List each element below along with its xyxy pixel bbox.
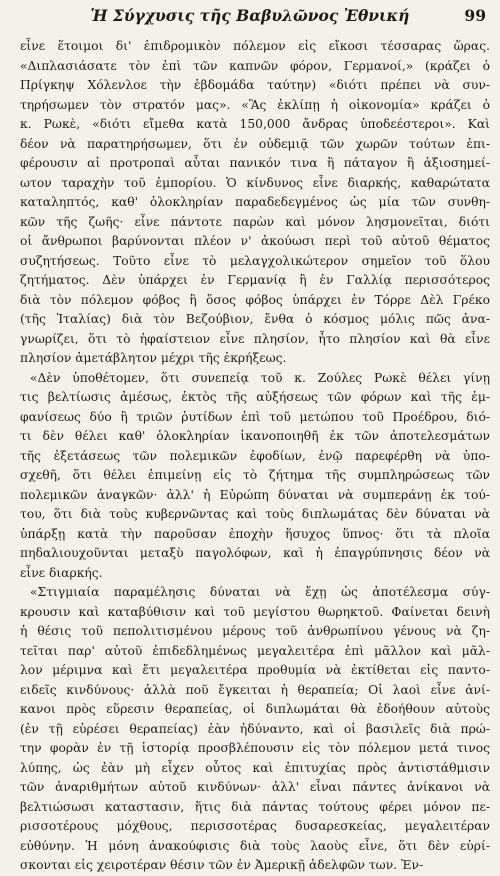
text-line: βελτιώσωσι καταστασιν, ἥτις διὰ πάντας τούτους φέρει μόνον πε- xyxy=(20,799,490,814)
text-line: καταληπτός, καθ' ὁλοκληρίαν παραδεδεγμένος ὡς μία τῶν συνθη- xyxy=(20,195,490,209)
text-line: ἡ θέσις τοῦ πεπολιτισμένου μέρους τοῦ ἀνθρωπίνου γένους νὰ ζη- xyxy=(20,624,490,638)
paragraph xyxy=(20,583,490,876)
text-line: εἶνε διαρκής. xyxy=(20,565,103,580)
running-title: Ἡ Σύγχυσις τῆς Βαβυλῶνος Ἐθνική xyxy=(90,6,410,25)
text-line: τῶν ἀναριθμήτων αὐτοῦ κινδύνων· ἀλλ' εἶναι πάντες ἀνίκανοι νὰ xyxy=(20,780,490,794)
text-line: τῆς ἐξετάσεως τῶν πολεμικῶν ἐφοδίων, ἐνῷ παρεφέρθη νὰ ὑπο- xyxy=(20,448,490,463)
text-line: «Στιγμιαία παραμέλησις δύναται νὰ ἔχῃ ὡς ἀποτέλεσμα σύγ- xyxy=(30,585,490,599)
text-line: εὐθύνην. Ἡ μόνη ἀνακούφισις διὰ τοὺς λαοὺς εἶνε, ὅτι δὲν εὑρί- xyxy=(20,838,490,853)
paragraph xyxy=(20,37,490,369)
text-line: συζητήσεως. Τοῦτο εἶνε τὸ μελαγχολικώτερον σημεῖον τοῦ ὅλου xyxy=(20,253,490,268)
text-line: φέρουσιν αἱ προτροπαὶ αὗται πανικόν τινα ἢ πάταγον ἢ ἀξιοσημεί- xyxy=(20,156,490,170)
text-line: πολεμικῶν ἀναγκῶν· ἀλλ' ἡ Εὐρώπη δύναται νὰ συμπεράνῃ ἐκ τού- xyxy=(20,487,490,502)
text-line: διὰ τὸν πόλεμον φόβος ἢ ὅσος φόβος ὑπάρχει ἐν Τόρρε Δὲλ Γρέκο xyxy=(20,292,490,307)
text-line: σχεθῆ, ὅτι θέλει ἐπιμείνῃ εἰς τὸ ζήτημα τῆς συμπληρώσεως τῶν xyxy=(20,468,490,482)
text-line: εἶνε ἕτοιμοι δι' ἐπιδρομικὸν πόλεμον εἰς εἴκοσι τέσσαρας ὥρας. xyxy=(20,39,490,53)
text-line: κρουσιν καὶ καταβύθισιν καὶ τοῦ μεγίστου θωρηκτοῦ. Φαίνεται δεινὴ xyxy=(20,604,490,619)
text-line: ὑπάρξῃ κατὰ τὴν παροῦσαν ἐποχὴν ἥσυχος ὕπνος· ὅτι τὰ πλοῖα xyxy=(20,526,490,541)
text-line: Πρίγκηψ Χόλενλοε τὴν ἑβδομάδα ταύτην) «διότι πρέπει νὰ συν- xyxy=(20,78,490,92)
text-line: τηρήσωμεν τὸν στρατόν μας». «Ἂς ἐκλίπῃ ἡ οἰκονομία» κράζει ὁ xyxy=(20,97,490,112)
text-line: (ἐν τῇ εὑρέσει θεραπείας) ἐὰν ἠδύναντο, καὶ οἱ βασιλεῖς διὰ πρώ- xyxy=(20,721,490,736)
text-line: ωτον ταραχὴν τοῦ ἐμπορίου. Ὁ κίνδυνος εἶνε διαρκής, καθαρώτατα xyxy=(20,175,490,190)
text-line: του, ὅτι διὰ τοὺς κυβερνῶντας καὶ τοὺς διπλωμάτας δὲν δύναται νὰ xyxy=(20,507,490,521)
text-line: ειδεῖς κινδύνους· ἀλλὰ ποῦ ἔγκειται ἡ θεραπεία; Οἱ λαοὶ εἶνε ἀνί- xyxy=(20,682,490,697)
text-line: (τῆς Ἰταλίας) διὰ τὸν Βεζούβιον, ἔνθα ὁ κόσμος μόλις πῶς ἀνα- xyxy=(20,312,490,326)
text-line: τεῖται παρ' αὐτοῦ ἐπιδεδλημένως μεγαλειτέρα ἐπὶ μᾶλλον καὶ μᾶλ- xyxy=(20,643,490,658)
text-line: πηδαλιουχοῦνται μεταξὺ παγολόφων, καὶ ἡ ἐπαγρύπνησις δέον νὰ xyxy=(20,546,490,560)
paragraph xyxy=(20,369,490,584)
page-header xyxy=(0,6,500,26)
text-line: κανοι πρὸς εὕρεσιν θεραπείας, οἱ διπλωμάται θὰ ἐδοήθουν αὐτοὺς xyxy=(20,702,490,716)
text-line: φανίσεως δύο ἢ τριῶν ῥυτίδων ἐπὶ τοῦ μετώπου τοῦ Προέδρου, διό- xyxy=(20,409,490,424)
text-line: την φορὰν ἐν τῇ ἱστορίᾳ προσβλέπουσιν εἰς τὸν πόλεμον μετά τινος xyxy=(20,741,490,755)
text-line: «Δὲν ὑποθέτομεν, ὅτι συνεπείᾳ τοῦ κ. Ζούλες Ρωκὲ θέλει γίνῃ xyxy=(30,370,490,385)
text-line: λύπης, ὡς ἐὰν μὴ εἶχεν οὗτος καὶ ἐπιτυχίας πρὸς ἀντιστάθμισιν xyxy=(20,760,490,775)
text-line: «Διπλασιάσατε τὸν ἐπὶ τῶν καπνῶν φόρον, Γερμανοί,» (κράζει ὁ xyxy=(20,58,490,73)
text-line: τις βελτίωσις ἀμέσως, ἐκτὸς τῆς αὐξήσεως τῶν φόρων καὶ τῆς ἐμ- xyxy=(20,390,490,404)
text-line: κ. Ρωκὲ, «διότι εἴμεθα κατὰ 150,000 ἄνδρας ὑποδεέστεροι». Καὶ xyxy=(20,117,490,131)
text-line: ρισσοτέρους μόχθους, περισσοτέρας δυσαρεσκείας, μεγαλειτέραν xyxy=(20,819,490,833)
text-line: δέον νὰ παρατηρήσωμεν, ὅτι ἐν οὐδεμιᾷ τῶν χωρῶν τούτων ἐπι- xyxy=(20,136,490,151)
text-line: λον μέριμνα καὶ ἔτι μεγαλειτέρα προθυμία νὰ ἐκτίθεται εἰς παντο- xyxy=(20,663,490,677)
text-line: ζητήματος. Δὲν ὑπάρχει ἐν Γερμανίᾳ ἢ ἐν Γαλλίᾳ περισσότερος xyxy=(20,273,490,287)
text-line: σκονται εἰς χειροτέραν θέσιν τῶν ἐν Ἀμερικῇ ἀδελφῶν των. Ἐν- xyxy=(20,858,424,872)
text-line: γνωρίζει, ὅτι τὸ ἡφαίστειον εἶνε πλησίον, ἦτο πλησίον καὶ θὰ εἶνε xyxy=(20,331,490,346)
page-number: 99 xyxy=(464,6,486,25)
text-line: οἱ ἄνθρωποι βαρύνονται πλέον ν' ἀκούωσι περὶ τοῦ αὐτοῦ θέματος xyxy=(20,234,490,248)
text-line: πλησίον ἀμετάβλητον μέχρι τῆς ἐκρήξεως. xyxy=(20,351,287,365)
text-line: τι δὲν θέλει καθ' ὁλοκληρίαν ἱκανοποιηθῆ ἐκ τῶν ἀποτελεσμάτων xyxy=(20,429,490,443)
text-line: κῶν τῆς ζωῆς· εἶνε πάντοτε παρὼν καὶ μόνον λησμονεῖται, διότι xyxy=(20,214,490,229)
body-text xyxy=(20,37,490,876)
